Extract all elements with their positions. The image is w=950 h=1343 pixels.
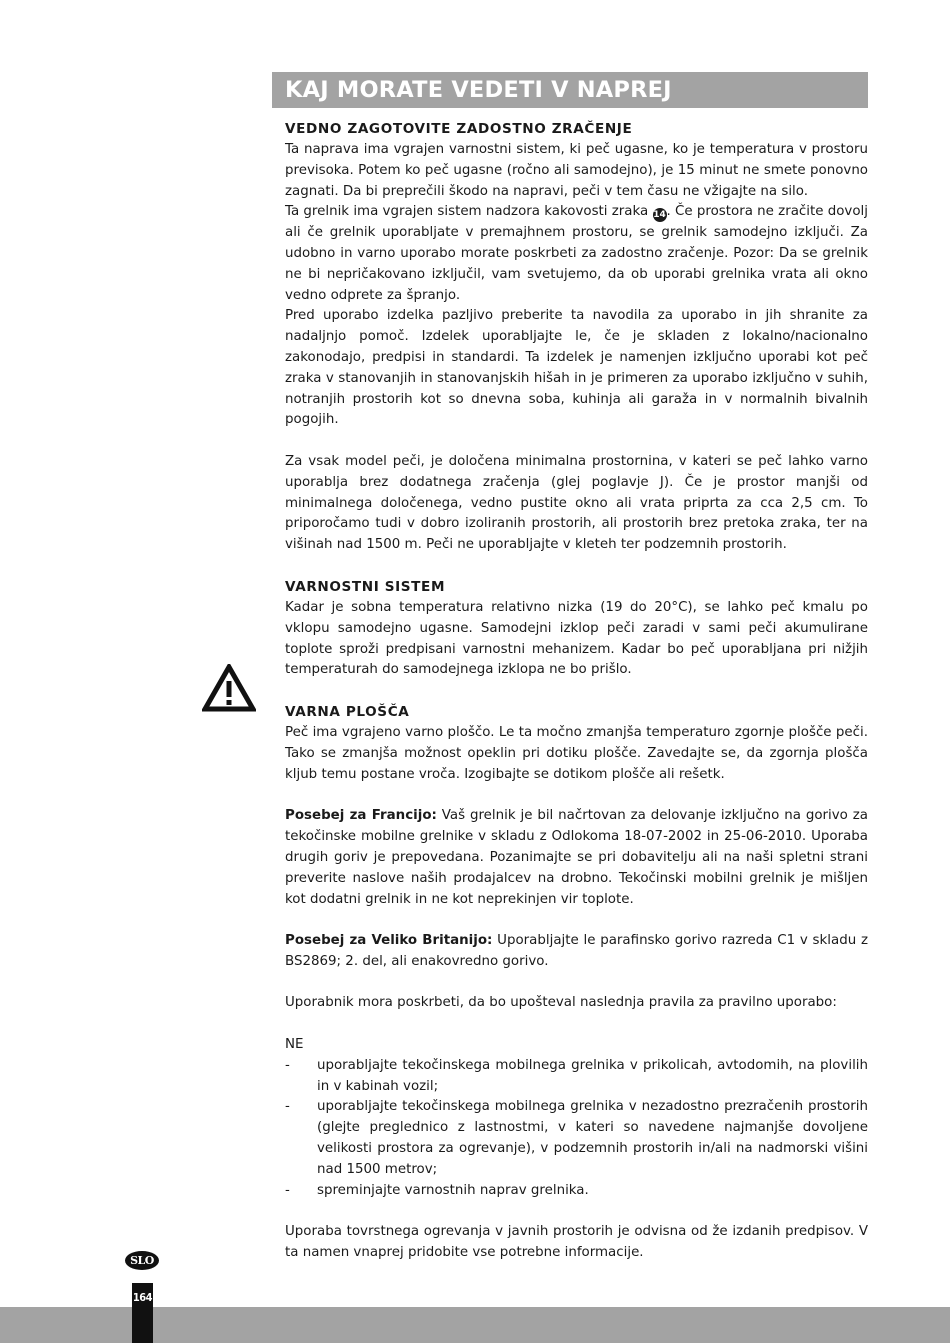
ne-label: NE (285, 1037, 304, 1053)
list-item (285, 1056, 868, 1098)
text-span: Ta grelnik ima vgrajen sistem nadzora kakovosti zraka (285, 204, 653, 220)
page-title: KAJ MORATE VEDETI V NAPREJ (272, 72, 868, 108)
dash-marker: - (285, 1182, 290, 1198)
text-span: Vaš grelnik je bil načrtovan za delovanje izključno na gorivo za tekočinske mobilne grelnike v skladu z Odlokoma 18-07-2002 in 25-06-2010. Uporaba drugih goriv je prepovedana. Pozanimajte se pri dobavitelju ali na naši spletni strani preverite naslove naših prodajalcev na drobno. Tekočinski mobilni grelnik je mišljen kot dodatni grelnik in ne kot neprekinjen vir toplote. (285, 808, 868, 907)
section-heading-safety-system: VARNOSTNI SISTEM (285, 578, 446, 595)
dash-marker: - (285, 1057, 290, 1073)
paragraph: Pred uporabo izdelka pazljivo preberite ta navodila za uporabo in jih shranite za nadaljnjo pomoč. Izdelek uporabljajte le, če je skladen z lokalno/nacionalno zakonodajo, predpisi in standardi. Ta izdelek je namenjen izključno uporabi kot peč zraka v stanovanjih in stanovanjskih hišah in je primeren za uporabo izključno v suhih, notranjih prostorih kot so dnevna soba, kuhinja ali garaža in v normalnih bivalnih pogojih. (285, 308, 868, 428)
bold-label: Posebej za Veliko Britanijo: (285, 933, 493, 949)
section-heading-safety-plate: VARNA PLOŠČA (285, 704, 410, 721)
paragraph: Uporabnik mora poskrbeti, da bo upošteval naslednja pravila za pravilno uporabo: (285, 995, 837, 1011)
paragraph: Uporaba tovrstnega ogrevanja v javnih prostorih je odvisna od že izdanih predpisov. V ta namen vnaprej pridobite vse potrebne informacije. (285, 1224, 868, 1261)
language-badge: SLO (125, 1251, 159, 1270)
warning-triangle-icon (202, 664, 256, 712)
page-number-tab (132, 1283, 153, 1343)
paragraph: Kadar je sobna temperatura relativno nizka (19 do 20°C), se lahko peč kmalu po vklopu samodejno ugasne. Samodejni izklop peči zaradi v sami peči akumulirane toplote sproži predpisani varnostni mehanizem. Kadar bo peč uporabljana pri nižjih temperaturah do samodejnega izklopa ne bo prišlo. (285, 599, 868, 678)
text-span: Uporabljajte le parafinsko gorivo razreda C1 v skladu z BS2869; 2. del, ali enakovredno gorivo. (285, 933, 868, 969)
list-item-text: uporabljajte tekočinskega mobilnega grelnika v prikolicah, avtodomih, na plovilih in v kabinah vozil; (317, 1057, 868, 1094)
bold-label: Posebej za Francijo: (285, 808, 437, 824)
list-item-text: uporabljajte tekočinskega mobilnega grelnika v nezadostno prezračenih prostorih (glejte preglednico z lastnostmi, v kateri so navedene najmanjše dovoljene velikosti prostora za ogrevanje), v podzemnih prostorih in/ali na nadmorski višini nad 1500 metrov; (317, 1099, 868, 1177)
list-item-text: spreminjajte varnostnih naprav grelnika. (317, 1182, 589, 1198)
reference-marker: 14 (653, 210, 666, 221)
text-span: . Če prostora ne zračite dovolj ali če grelnik uporabljate v premajhnem prostoru, se grelnik samodejno izključi. Za udobno in varno uporabo morate poskrbeti za zadostno zračenje. Pozor: Da se grelnik ne bi nepričakovano izključil, vam svetujemo, da ob uporabi grelnika vrata ali okno vedno odprete za špranjo. (285, 204, 868, 303)
rules-list (285, 1056, 868, 1202)
paragraph (285, 806, 868, 910)
paragraph: Peč ima vgrajeno varno ploščo. Le ta močno zmanjša temperaturo zgornje plošče peči. Tako se zmanjša možnost opeklin pri dotiku plošče. Zavedajte se, da zgornja plošča kljub temu postane vroča. Izogibajte se dotikom plošče ali rešetk. (285, 725, 868, 782)
paragraph: Za vsak model peči, je določena minimalna prostornina, v kateri se peč lahko varno uporablja brez dodatnega zračenja (glej poglavje J). Če je prostor manjši od minimalnega določenega, vedno pustite okno ali vrata priprta za cca 2,5 cm. To priporočamo tudi v dobro izoliranih prostorih, ali prostorih brez pretoka zraka, ter na višinah nad 1500 m. Peči ne uporabljajte v kleteh ter podzemnih prostorih. (285, 453, 868, 553)
section-heading-ventilation: VEDNO ZAGOTOVITE ZADOSTNO ZRAČENJE (285, 121, 633, 137)
list-item (285, 1181, 868, 1202)
main-content (285, 119, 868, 1264)
dash-marker: - (285, 1099, 290, 1115)
paragraph (285, 202, 868, 306)
page-number: 164 (132, 1291, 153, 1304)
paragraph: Ta naprava ima vgrajen varnostni sistem, ki peč ugasne, ko je temperatura v prostoru previsoka. Potem ko peč ugasne (ročno ali samodejno), je 15 minut ne smete ponovno zagnati. Da bi preprečili škodo na napravi, peči v tem času ne vžigajte na silo. (285, 142, 868, 199)
list-item (285, 1097, 868, 1180)
paragraph (285, 931, 868, 973)
